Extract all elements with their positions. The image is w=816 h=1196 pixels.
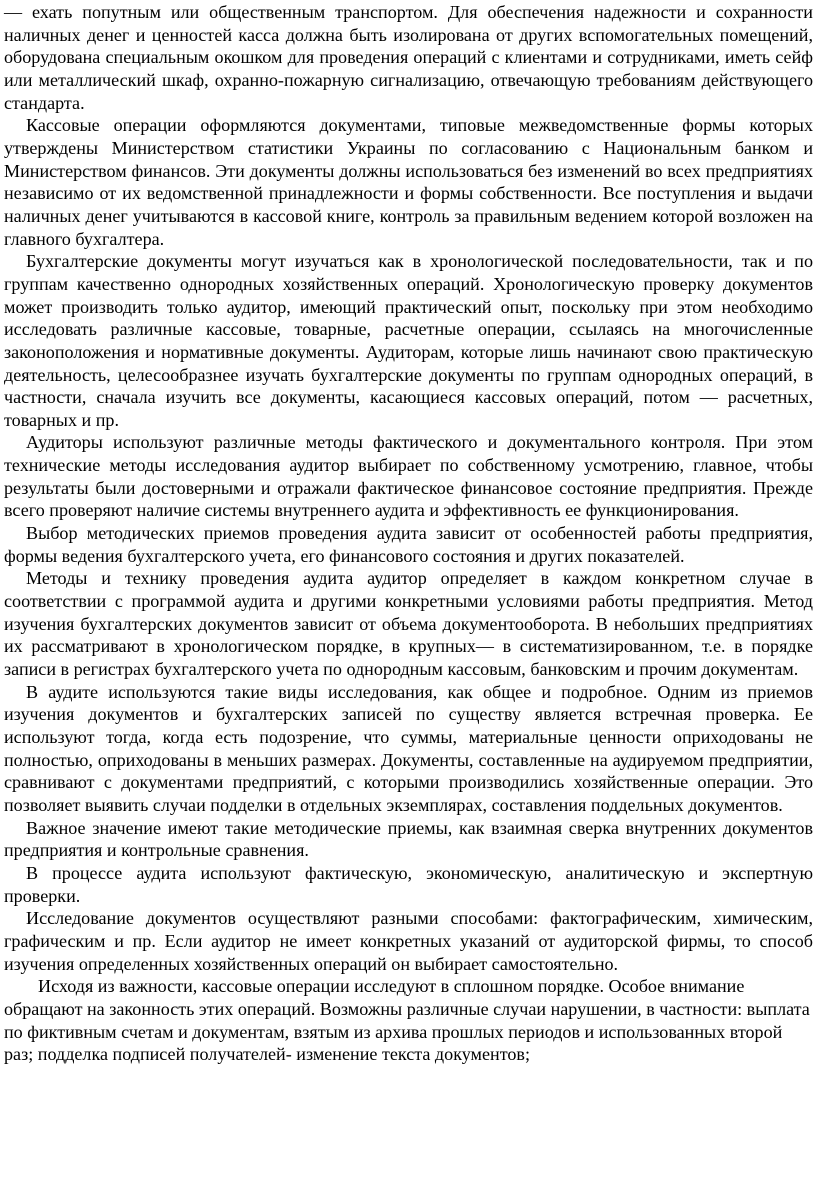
paragraph-check-types: В процессе аудита используют фактическую, экономическую, аналитическую и экспертную проверки.	[4, 862, 813, 906]
paragraph-cash-violations: Исходя из важности, кассовые операции исследуют в сплошном порядке. Особое внимание обращают на законность этих операций. Возможны различные случаи нарушении, в частности: выплата по фиктивным счетам и документам, взятым из архива прошлых периодов и использованных второй раз; подделка подписей получателей- изменение текста документов;	[4, 976, 810, 1065]
paragraph-mutual-reconciliation: Важное значение имеют такие методические приемы, как взаимная сверка внутренних документов предприятия и контрольные сравнения.	[4, 817, 813, 861]
paragraph-counter-check: В аудите используются такие виды исследования, как общее и подробное. Одним из приемов изучения документов и бухгалтерских записей по существу является встречная проверка. Ее используют тогда, когда есть подозрение, что суммы, материальные ценности оприходованы не полностью, оприходованы в меньших размерах. Документы, составленные на аудируемом предприятии, сравнивают с документами предприятий, с которыми производились хозяйственные операции. Это позволяет выявить случаи подделки в отдельных экземплярах, составления поддельных документов.	[4, 681, 813, 815]
paragraph-cash-documents: Кассовые операции оформляются документами, типовые межведомственные формы которых утверждены Министерством статистики Украины по согласованию с Национальным банком и Министерством финансов. Эти документы должны использоваться без изменений во всех предприятиях независимо от их ведомственной принадлежности и формы собственности. Все поступления и выдачи наличных денег учитываются в кассовой книге, контроль за правильным ведением которой возложен на главного бухгалтера.	[4, 115, 813, 249]
paragraph-document-study-order: Бухгалтерские документы могут изучаться как в хронологической последовательности, так и по группам качественно однородных хозяйственных операций. Хронологическую проверку документов может производить только аудитор, имеющий практический опыт, поскольку при этом необходимо исследовать различные кассовые, товарные, расчетные операции, ссылаясь на многочисленные законоположения и нормативные документы. Аудиторам, которые лишь начинают свою практическую деятельность, целесообразнее изучать бухгалтерские документы по группам однородных операций, в частности, сначала изучить все документы, касающиеся кассовых операций, потом — расчетных, товарных и пр.	[4, 251, 813, 430]
paragraph-cash-storage: — ехать попутным или общественным транспортом. Для обеспечения надежности и сохранности наличных денег и ценностей касса должна быть изолирована от других вспомогательных помещений, оборудована специальным окошком для проведения операций с клиентами и сотрудниками, иметь сейф или металлический шкаф, охранно-пожарную сигнализацию, отвечающую требованиям действующего стандарта.	[4, 2, 813, 113]
paragraph-control-methods: Аудиторы используют различные методы фактического и документального контроля. При этом технические методы исследования аудитор выбирает по собственному усмотрению, главное, чтобы результаты были достоверными и отражали фактическое финансовое состояние предприятия. Прежде всего проверяют наличие системы внутреннего аудита и эффективность ее функционирования.	[4, 432, 813, 521]
paragraph-method-choice: Выбор методических приемов проведения аудита зависит от особенностей работы предприятия, формы ведения бухгалтерского учета, его финансового состояния и других показателей.	[4, 523, 813, 566]
paragraph-study-methods: Исследование документов осуществляют разными способами: фактографическим, химическим, графическим и пр. Если аудитор не имеет конкретных указаний от аудиторской фирмы, то способ изучения определенных хозяйственных операций он выбирает самостоятельно.	[4, 908, 813, 974]
paragraph-audit-technique: Методы и технику проведения аудита аудитор определяет в каждом конкретном случае в соответствии с программой аудита и другими конкретными условиями работы предприятия. Метод изучения бухгалтерских документов зависит от объема документооборота. В небольших предприятиях их рассматривают в хронологическом порядке, в крупных— в систематизированном, т.е. в порядке записи в регистрах бухгалтерского учета по однородным кассовым, банковским и прочим документам.	[4, 568, 813, 680]
